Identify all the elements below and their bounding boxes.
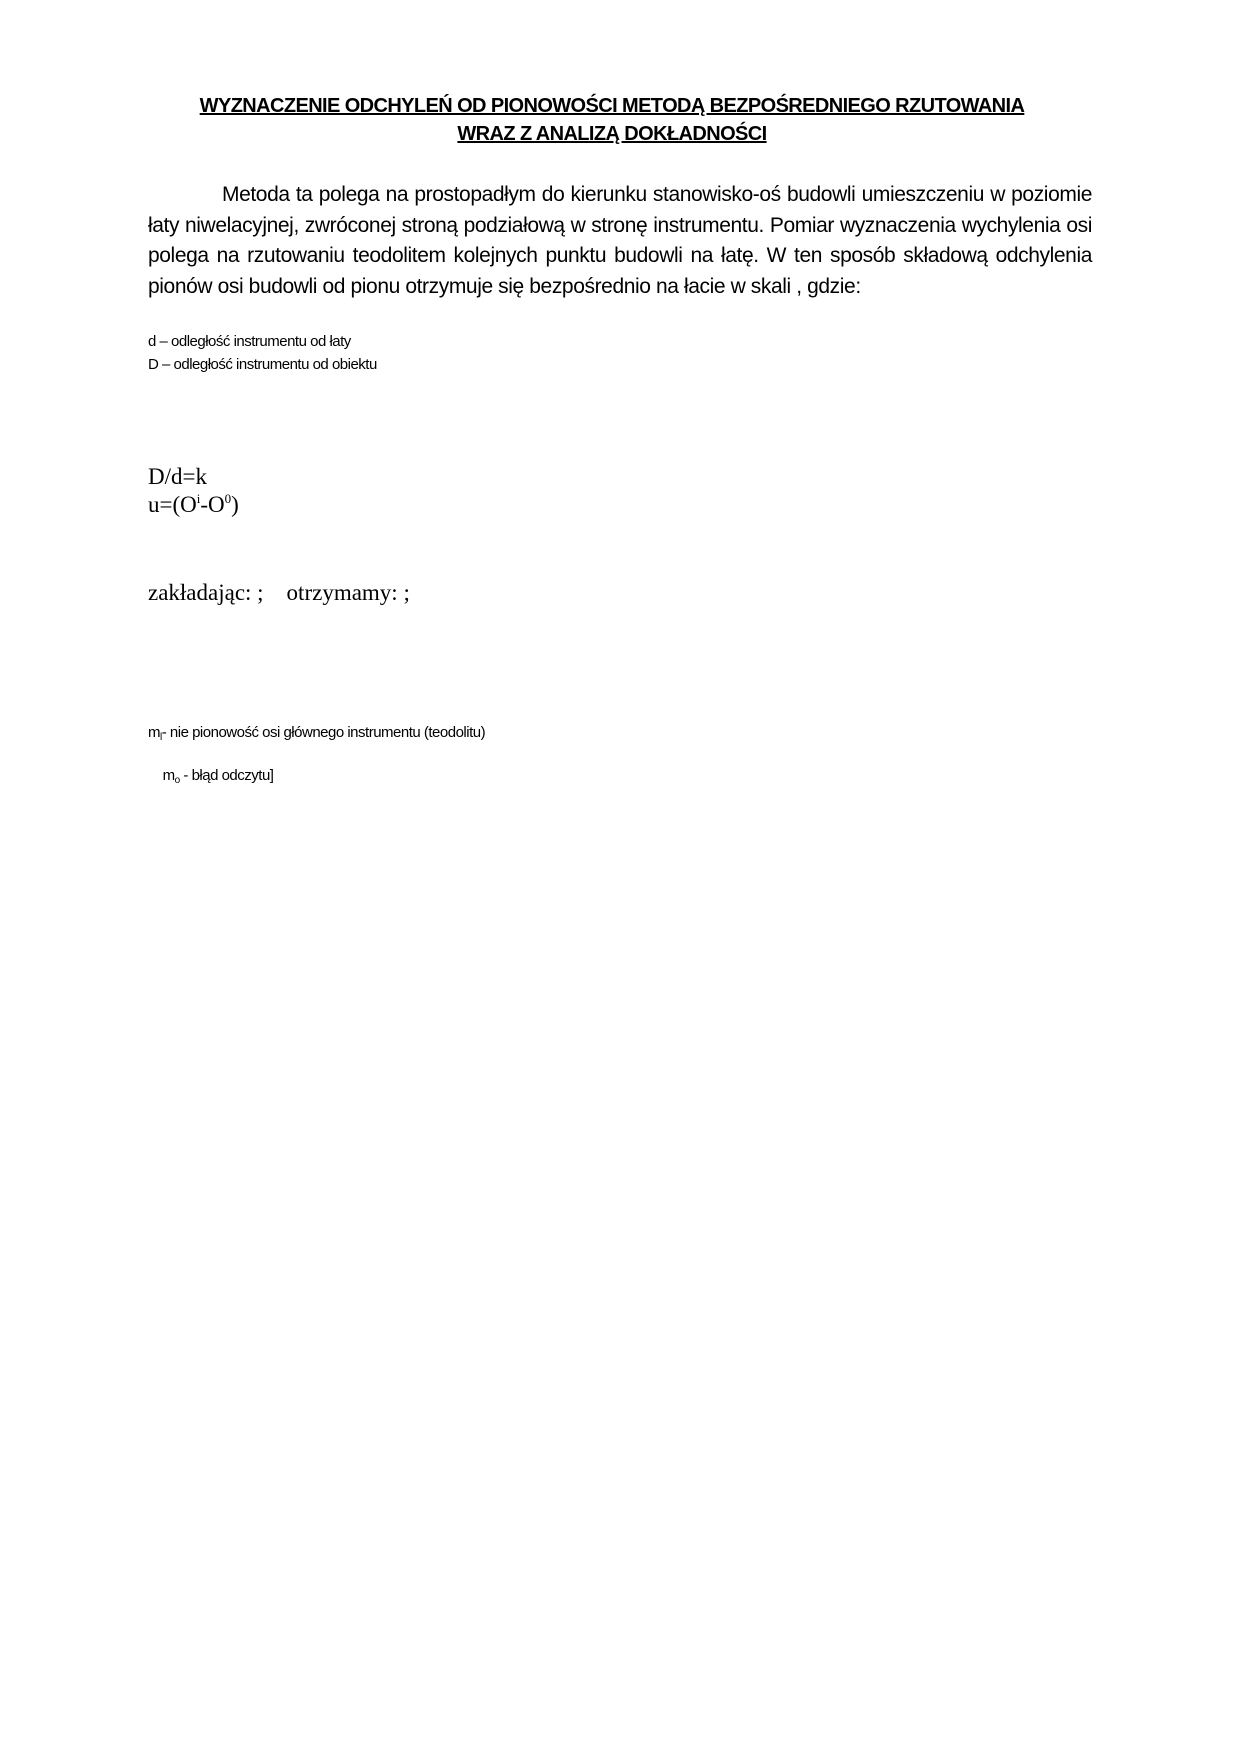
title-line-2: WRAZ Z ANALIZĄ DOKŁADNOŚCI: [457, 123, 767, 145]
formula-suffix: ): [231, 492, 239, 517]
document-title: [148, 92, 1076, 148]
note-mo-symbol: m: [162, 767, 175, 784]
formula-deviation: [148, 491, 239, 519]
note-mo: [148, 746, 273, 806]
title-line-1: WYZNACZENIE ODCHYLEŃ OD PIONOWOŚCI METODĄ BEZPOŚREDNIEGO RZUTOWANIA: [199, 95, 1025, 117]
note-ml-text: - nie pionowość osi głównego instrumentu (teodolitu): [161, 724, 486, 741]
formula-sup-0: 0: [224, 491, 232, 506]
formula-sup-i: i: [196, 491, 201, 506]
definition-d: d – odległość instrumentu od łaty: [148, 333, 351, 350]
formula-prefix: u=(O: [148, 492, 197, 517]
note-mo-text: - błąd odczytu]: [179, 767, 274, 784]
formula-middle: -O: [200, 492, 225, 517]
definition-D: D – odległość instrumentu od obiektu: [148, 356, 377, 373]
assumption-line: zakładając: ; otrzymamy: ;: [148, 580, 410, 605]
note-ml-symbol: m: [148, 724, 160, 741]
formula-scale: D/d=k: [148, 464, 207, 489]
note-ml: [148, 723, 485, 743]
body-paragraph: Metoda ta polega na prostopadłym do kierunku stanowisko-oś budowli umieszczeniu w poziomie łaty niwelacyjnej, zwróconej stroną podziałową w stronę instrumentu. Pomiar wyznaczenia wychylenia osi polega na rzutowaniu teodolitem kolejnych punktu budowli na łatę. W ten sposób składową odchylenia pionów osi budowli od pionu otrzymuje się bezpośrednio na łacie w skali , gdzie:: [148, 183, 1092, 298]
note-ml-subscript: l: [160, 732, 162, 743]
note-mo-subscript: o: [174, 775, 180, 786]
